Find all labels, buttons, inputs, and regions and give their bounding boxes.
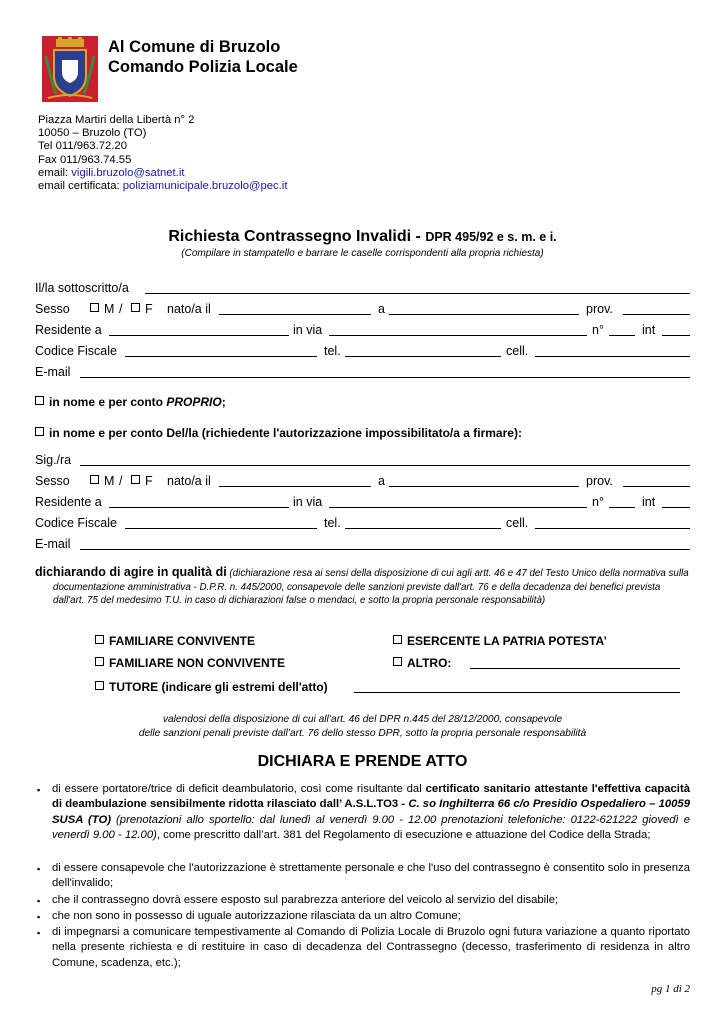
checkbox-f-2[interactable] bbox=[131, 475, 140, 484]
label-familiare-convivente: FAMILIARE CONVIVENTE bbox=[109, 634, 256, 648]
field-via[interactable] bbox=[329, 335, 587, 336]
bullet-1 bbox=[52, 782, 690, 844]
label-altro: ALTRO: bbox=[407, 656, 452, 670]
row-sottoscritto bbox=[35, 281, 690, 295]
dichiara-heading: DICHIARA E PRENDE ATTO bbox=[257, 753, 468, 770]
label-proprio-end: ; bbox=[221, 395, 226, 409]
field-residenza-2[interactable] bbox=[109, 507, 289, 508]
checkbox-familiare-convivente[interactable] bbox=[95, 635, 104, 644]
option-m[interactable] bbox=[90, 302, 114, 316]
bullet-marker: ▪ bbox=[37, 896, 41, 906]
bullet-2: di essere consapevole che l'autorizzazione è strettamente personale e che l'uso del contrassegno è consentito solo in presenza dell'invalido; bbox=[52, 862, 690, 890]
label-prov-2: prov. bbox=[586, 474, 613, 488]
checkbox-altro[interactable] bbox=[393, 657, 402, 666]
label-residente-2: Residente a bbox=[35, 495, 102, 509]
bullet-marker: ▪ bbox=[37, 785, 41, 795]
row-sigra bbox=[35, 453, 690, 467]
field-birth-place-2[interactable] bbox=[389, 486, 579, 487]
form-title-main: Richiesta Contrassegno Invalidi - bbox=[168, 228, 426, 245]
row-sesso-2 bbox=[35, 474, 690, 488]
option-tutore[interactable] bbox=[95, 680, 328, 694]
label-nato-2: nato/a il bbox=[167, 474, 211, 488]
bullet-1-part-4: (prenotazioni allo sportello: dal lunedì al venerdì 9.00 - 12.00 prenotazioni telefoniche: 0122-621222 giovedì e venerdì 9.00 - 12.00) bbox=[52, 813, 690, 842]
office-address bbox=[38, 114, 287, 193]
field-tel[interactable] bbox=[345, 356, 501, 357]
option-f-2[interactable] bbox=[131, 474, 153, 488]
form-subtitle: (Compilare in stampatello e barrare le caselle corrispondenti alla propria richiesta) bbox=[181, 248, 544, 259]
option-f[interactable] bbox=[131, 302, 153, 316]
field-sigra[interactable] bbox=[80, 465, 690, 466]
label-proprio-emph: PROPRIO bbox=[166, 395, 222, 409]
field-birth-date[interactable] bbox=[219, 314, 371, 315]
field-email[interactable] bbox=[80, 377, 690, 378]
label-codice-fiscale: Codice Fiscale bbox=[35, 344, 117, 358]
field-numero[interactable] bbox=[609, 335, 635, 336]
field-cell[interactable] bbox=[535, 356, 690, 357]
pec-label: email certificata: bbox=[38, 180, 120, 193]
label-residente: Residente a bbox=[35, 323, 102, 337]
address-email-row bbox=[38, 167, 287, 180]
address-city: 10050 – Bruzolo (TO) bbox=[38, 127, 147, 140]
checkbox-tutore[interactable] bbox=[95, 681, 104, 690]
bullet-1-part-1: di essere portatore/trice di deficit deambulatorio, così come risultante dal bbox=[52, 783, 426, 795]
row-residenza bbox=[35, 323, 690, 337]
option-familiare-non-convivente[interactable] bbox=[95, 656, 285, 670]
bullet-5: di impegnarsi a comunicare tempestivamente al Comando di Polizia Locale di Bruzolo ogni futura variazione a quanto riportato nella presente richiesta e di restituire in caso di decadenza del Contrassegno (decesso, trasferimento di residenza in altro Comune, scadenza, etc.); bbox=[52, 926, 690, 969]
row-cf-2 bbox=[35, 516, 690, 530]
row-residenza-2 bbox=[35, 495, 690, 509]
label-altrui: in nome e per conto Del/la (richiedente l'autorizzazione impossibilitato/a a firmare): bbox=[49, 426, 522, 440]
label-tutore: TUTORE (indicare gli estremi dell'atto) bbox=[109, 680, 328, 694]
field-via-2[interactable] bbox=[329, 507, 587, 508]
field-tel-2[interactable] bbox=[345, 528, 501, 529]
address-fax: Fax 011/963.74.55 bbox=[38, 153, 132, 166]
address-tel: Tel 011/963.72.20 bbox=[38, 140, 127, 153]
field-int[interactable] bbox=[662, 335, 690, 336]
field-int-2[interactable] bbox=[662, 507, 690, 508]
bullet-marker: ▪ bbox=[37, 928, 41, 938]
field-birth-prov-2[interactable] bbox=[623, 486, 690, 487]
field-numero-2[interactable] bbox=[609, 507, 635, 508]
field-residenza[interactable] bbox=[109, 335, 289, 336]
bullet-4: che non sono in possesso di uguale autorizzazione rilasciata da un altro Comune; bbox=[52, 910, 461, 922]
label-proprio: in nome e per conto bbox=[49, 395, 167, 409]
option-altrui[interactable] bbox=[35, 426, 522, 440]
checkbox-proprio[interactable] bbox=[35, 396, 44, 405]
label-nato: nato/a il bbox=[167, 302, 211, 316]
field-birth-prov[interactable] bbox=[623, 314, 690, 315]
address-pec-row bbox=[38, 180, 287, 193]
label-tel-2: tel. bbox=[324, 516, 341, 530]
field-codice-fiscale[interactable] bbox=[125, 356, 317, 357]
label-email-2: E-mail bbox=[35, 537, 71, 551]
label-sigra: Sig./ra bbox=[35, 453, 72, 467]
checkbox-patria-potesta[interactable] bbox=[393, 635, 402, 644]
qualita-block bbox=[35, 566, 690, 607]
field-birth-place[interactable] bbox=[389, 314, 579, 315]
field-cell-2[interactable] bbox=[535, 528, 690, 529]
form-title-dpr: DPR 495/92 e s. m. e i. bbox=[425, 230, 557, 244]
separator-2: / bbox=[119, 474, 123, 488]
recipient-line-1: Al Comune di Bruzolo bbox=[108, 38, 281, 56]
label-numero-2: n° bbox=[592, 495, 604, 509]
label-int: int bbox=[642, 323, 656, 337]
address-street: Piazza Martiri della Libertà n° 2 bbox=[38, 114, 195, 126]
separator: / bbox=[119, 302, 123, 316]
label-m-2: M bbox=[104, 474, 115, 488]
bullet-marker: ▪ bbox=[37, 864, 41, 874]
bullet-1-part-2: certificato sanitario attestante l'effettiva capacità di deambulazione sensibilmente ridotta rilasciato dall’ A.S.L.TO3 - bbox=[52, 783, 690, 811]
option-patria-potesta[interactable] bbox=[393, 634, 607, 648]
label-int-2: int bbox=[642, 495, 656, 509]
field-birth-date-2[interactable] bbox=[219, 486, 371, 487]
valendosi-line-1: valendosi della disposizione di cui all’art. 46 del DPR n.445 del 28/12/2000, consapevole bbox=[162, 714, 563, 725]
row-cf bbox=[35, 344, 690, 358]
label-tel: tel. bbox=[324, 344, 341, 358]
label-cell-2: cell. bbox=[506, 516, 529, 530]
qualita-note: (dichiarazione resa ai sensi della disposizione di cui agli artt. 46 e 47 del Testo Unico della normativa sulla documentazione amministrativa - D.P.R. n. 445/2000, consapevole delle sanzioni previste dall'art. 76 e della decadenza dei benefici prevista dall'art. 75 del medesimo T.U. in caso di dichiarazioni false o mendaci, e sotto la propria personale responsabilità) bbox=[53, 568, 689, 606]
label-m: M bbox=[104, 302, 115, 316]
bullet-1-part-3: C. so Inghilterra 66 c/o Presidio Ospedaliero – 10059 SUSA (TO) bbox=[52, 798, 690, 826]
label-a: a bbox=[378, 302, 385, 316]
row-sesso bbox=[35, 302, 690, 316]
label-sottoscritto: Il/la sottoscritto/a bbox=[35, 281, 129, 295]
bullet-3: che il contrassegno dovrà essere esposto sul parabrezza anteriore del veicolo al servizio del disabile; bbox=[52, 894, 559, 906]
label-sesso-2: Sesso bbox=[35, 474, 70, 488]
pec-link[interactable]: poliziamunicipale.bruzolo@pec.it bbox=[122, 180, 288, 193]
label-sesso: Sesso bbox=[35, 302, 70, 316]
field-altro[interactable] bbox=[470, 668, 680, 669]
label-f: F bbox=[145, 302, 153, 316]
row-email-2 bbox=[35, 537, 690, 551]
row-email bbox=[35, 365, 690, 379]
label-familiare-non-convivente: FAMILIARE NON CONVIVENTE bbox=[109, 656, 286, 670]
checkbox-f[interactable] bbox=[131, 303, 140, 312]
label-numero: n° bbox=[592, 323, 604, 337]
label-via-2: in via bbox=[293, 495, 323, 509]
label-prov: prov. bbox=[586, 302, 613, 316]
checkbox-m-2[interactable] bbox=[90, 475, 99, 484]
bullet-marker: ▪ bbox=[37, 912, 41, 922]
qualita-lead: dichiarando di agire in qualità di bbox=[35, 565, 227, 579]
field-sottoscritto[interactable] bbox=[145, 293, 690, 294]
comune-coat-of-arms-logo bbox=[42, 36, 98, 102]
field-tutore[interactable] bbox=[354, 692, 680, 693]
valendosi-line-2: delle sanzioni penali previste dall’art. 76 dello stesso DPR, sotto la propria personale responsabilità bbox=[138, 728, 587, 739]
label-patria-potesta: ESERCENTE LA PATRIA POTESTA’ bbox=[407, 634, 607, 648]
field-email-2[interactable] bbox=[80, 549, 690, 550]
option-altro[interactable] bbox=[393, 656, 451, 670]
label-codice-fiscale-2: Codice Fiscale bbox=[35, 516, 117, 530]
checkbox-altrui[interactable] bbox=[35, 427, 44, 436]
checkbox-familiare-non-convivente[interactable] bbox=[95, 657, 104, 666]
bullet-1-part-5: , come prescritto dall’art. 381 del Regolamento di esecuzione e attuazione del Codice della Strada; bbox=[156, 829, 651, 842]
field-codice-fiscale-2[interactable] bbox=[125, 528, 317, 529]
email-label: email: bbox=[38, 166, 69, 179]
form-title bbox=[0, 228, 725, 246]
option-m-2[interactable] bbox=[90, 474, 114, 488]
label-a-2: a bbox=[378, 474, 385, 488]
option-familiare-convivente[interactable] bbox=[95, 634, 255, 648]
checkbox-m[interactable] bbox=[90, 303, 99, 312]
recipient-line-2: Comando Polizia Locale bbox=[108, 58, 298, 76]
label-email: E-mail bbox=[35, 365, 71, 379]
email-link[interactable]: vigili.bruzolo@satnet.it bbox=[71, 166, 185, 179]
option-proprio[interactable] bbox=[35, 395, 226, 409]
label-cell: cell. bbox=[506, 344, 529, 358]
label-via: in via bbox=[293, 323, 323, 337]
label-f-2: F bbox=[145, 474, 153, 488]
page-number: pg 1 di 2 bbox=[651, 983, 690, 995]
